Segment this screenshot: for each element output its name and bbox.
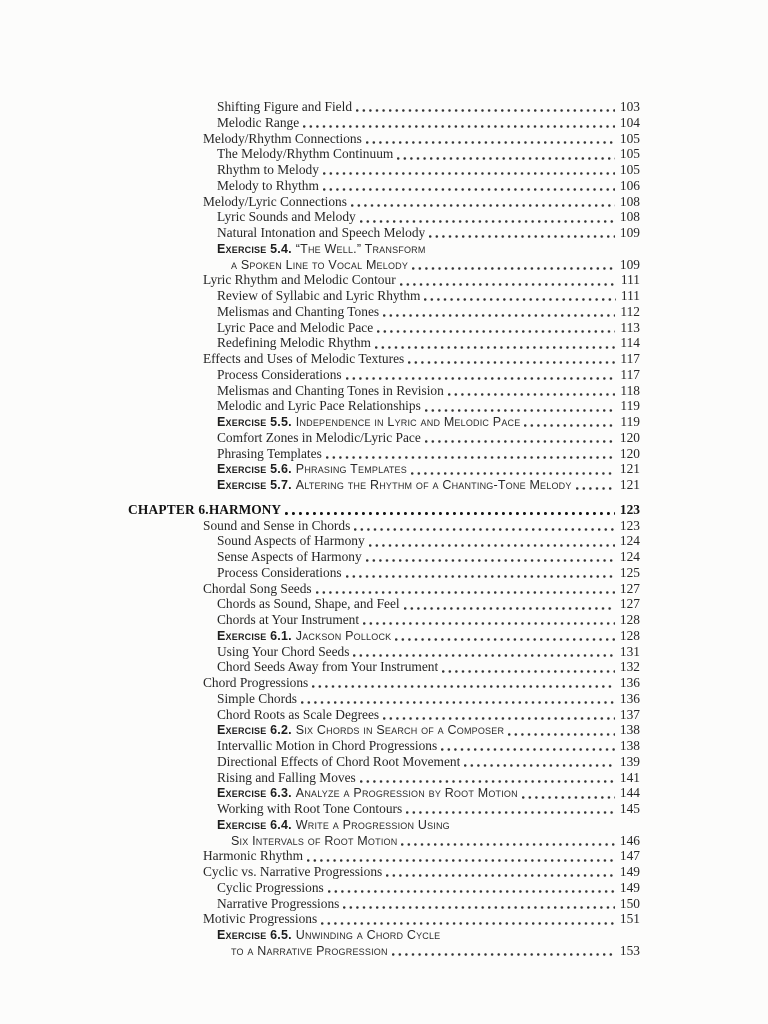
entry-title: Chord Progressions [203, 675, 309, 690]
page-number: 150 [619, 895, 640, 911]
entry-title: Comfort Zones in Melodic/Lyric Pace [217, 429, 421, 445]
entry-title: Lyric Rhythm and Melodic Contour [203, 272, 396, 288]
toc-row [128, 596, 640, 612]
toc-row [128, 770, 640, 786]
page-number: 128 [619, 612, 640, 627]
page-number: 149 [619, 879, 640, 895]
page-number: 144 [619, 785, 640, 801]
page-number: 138 [619, 738, 640, 753]
entry-title-wrap [128, 257, 408, 274]
entry-title: Motivic Progressions [203, 911, 318, 927]
entry-title-wrap [128, 241, 426, 258]
dot-leader [404, 607, 615, 610]
toc-row [128, 446, 640, 462]
dot-leader [375, 346, 615, 349]
page-number: 104 [619, 114, 640, 130]
exercise-title: Jackson Pollock [295, 628, 392, 643]
page-number: 141 [619, 769, 640, 785]
entry-title: Melodic and Lyric Pace Relationships [217, 398, 421, 414]
entry-title: Chordal Song Seeds [203, 580, 312, 596]
page-number: 119 [620, 414, 640, 429]
entry-title: Narrative Progressions [217, 895, 340, 911]
page-number: 114 [620, 335, 640, 351]
entry-title: Melismas and Chanting Tones [217, 303, 380, 319]
page-number: 123 [619, 501, 640, 517]
entry-title-wrap [209, 502, 281, 518]
page-number: 111 [620, 288, 640, 303]
toc-row [128, 115, 640, 131]
entry-title-wrap [128, 477, 572, 494]
entry-title-wrap [128, 612, 359, 628]
page-number: 103 [619, 99, 640, 114]
entry-title: Melodic Range [217, 114, 300, 130]
exercise-title: Phrasing Templates [295, 462, 407, 477]
dot-leader [408, 361, 615, 364]
toc-row [128, 178, 640, 194]
dot-leader [425, 440, 615, 443]
toc-row [128, 533, 640, 549]
toc-row [128, 288, 640, 304]
entry-title-wrap [128, 675, 308, 691]
entry-title-wrap [128, 770, 356, 786]
entry-title-wrap [128, 209, 356, 225]
toc-row [128, 430, 640, 446]
exercise-title: Independence in Lyric and Melodic Pace [295, 415, 521, 429]
page-number: 121 [619, 477, 640, 492]
entry-title: Chord Roots as Scale Degrees [217, 706, 380, 722]
entry-title-wrap [128, 707, 379, 723]
page-number: 136 [619, 675, 640, 690]
entry-title: Melody/Lyric Connections [203, 193, 347, 209]
toc-row [128, 383, 640, 399]
toc-row [128, 209, 640, 225]
dot-leader [386, 874, 615, 877]
entry-title-wrap [128, 833, 397, 850]
dot-leader [366, 141, 615, 144]
dot-leader [351, 204, 615, 207]
entry-title-wrap [128, 99, 352, 115]
entry-title-wrap [128, 272, 396, 288]
toc-row [128, 241, 640, 257]
entry-title: Melody to Rhythm [217, 177, 319, 193]
entry-title: Effects and Uses of Melodic Textures [203, 351, 405, 366]
dot-leader [412, 267, 615, 270]
entry-title-wrap [128, 581, 312, 597]
entry-title-wrap [128, 518, 350, 534]
dot-leader [360, 780, 615, 783]
entry-title-wrap [128, 146, 393, 162]
entry-title-wrap [128, 335, 371, 351]
page-number: 117 [620, 366, 640, 382]
dot-leader [522, 796, 615, 799]
toc-list [128, 99, 640, 959]
toc-row [128, 320, 640, 336]
dot-leader [383, 717, 615, 720]
dot-leader [400, 283, 616, 286]
toc-row [128, 335, 640, 351]
entry-title-wrap [128, 864, 382, 880]
entry-title: HARMONY [208, 501, 282, 517]
dot-leader [360, 220, 615, 223]
dot-leader [301, 701, 615, 704]
dot-leader [285, 512, 615, 515]
entry-title-wrap [128, 817, 450, 834]
page-number: 119 [620, 398, 640, 414]
entry-title-wrap [128, 896, 339, 912]
entry-title-wrap [128, 911, 317, 927]
toc-row [128, 896, 640, 912]
entry-title-wrap [128, 533, 365, 549]
page-number: 128 [619, 627, 640, 643]
entry-title: to a Narrative Progression [231, 943, 388, 958]
page-number: 120 [619, 429, 640, 445]
toc-row [128, 659, 640, 675]
page-number: 131 [619, 643, 640, 659]
entry-title-wrap [128, 288, 420, 304]
toc-row [128, 943, 640, 959]
dot-leader [448, 393, 616, 396]
exercise-title: Write a Progression Using [295, 817, 450, 832]
dot-leader [397, 157, 615, 160]
page-number: 105 [619, 130, 640, 146]
toc-row [128, 477, 640, 493]
exercise-number: Exercise 6.2. [217, 723, 292, 738]
exercise-number: Exercise 6.3. [217, 786, 292, 801]
toc-row [128, 131, 640, 147]
exercise-number: Exercise 6.4. [217, 817, 292, 832]
dot-leader [425, 409, 616, 412]
entry-title-wrap [128, 414, 520, 431]
entry-title: Intervallic Motion in Chord Progressions [217, 738, 438, 753]
toc-row [128, 722, 640, 738]
toc-chapter-row [128, 502, 640, 518]
page-number: 121 [619, 461, 640, 477]
toc-row [128, 304, 640, 320]
toc-row [128, 644, 640, 660]
page-number: 147 [619, 848, 640, 864]
dot-leader [328, 890, 615, 893]
toc-row [128, 398, 640, 414]
entry-title-wrap [128, 162, 319, 178]
entry-title-wrap [128, 880, 324, 896]
page-number: 127 [619, 580, 640, 596]
dot-leader [524, 424, 615, 427]
entry-title-wrap [128, 194, 347, 210]
toc-row [128, 738, 640, 754]
entry-title-wrap [128, 351, 404, 367]
exercise-number: Exercise 5.4. [217, 241, 292, 256]
page-number: 105 [619, 146, 640, 162]
entry-title: Melismas and Chanting Tones in Revision [217, 382, 444, 398]
toc-row [128, 911, 640, 927]
entry-title: Directional Effects of Chord Root Movement [217, 753, 461, 769]
entry-title-wrap [128, 115, 299, 131]
page-number: 109 [619, 256, 640, 272]
page-number: 109 [619, 225, 640, 240]
page-number: 108 [619, 209, 640, 225]
entry-title-wrap [128, 848, 303, 864]
entry-title: Simple Chords [217, 690, 297, 706]
entry-title-wrap [128, 225, 425, 241]
dot-leader [395, 638, 615, 641]
dot-leader [312, 685, 615, 688]
exercise-title: Altering the Rhythm of a Chanting-Tone Melody [295, 478, 572, 492]
page-number: 125 [619, 564, 640, 580]
toc-row [128, 880, 640, 896]
entry-title-wrap [128, 659, 438, 675]
page-number: 120 [619, 445, 640, 461]
entry-title: Chord Seeds Away from Your Instrument [217, 659, 439, 675]
dot-leader [363, 622, 615, 625]
entry-title-wrap [128, 565, 342, 581]
dot-leader [307, 859, 615, 862]
toc-row [128, 518, 640, 534]
toc-row [128, 612, 640, 628]
toc-row [128, 785, 640, 801]
entry-title: Lyric Sounds and Melody [217, 209, 356, 225]
toc-row [128, 754, 640, 770]
dot-leader [346, 377, 616, 380]
entry-title: The Melody/Rhythm Continuum [217, 146, 394, 162]
entry-title: Process Considerations [217, 564, 342, 580]
toc-row [128, 675, 640, 691]
entry-title-wrap [128, 320, 373, 336]
page-number: 132 [619, 659, 640, 675]
toc-row [128, 565, 640, 581]
toc-row [128, 628, 640, 644]
entry-title-wrap [128, 644, 349, 660]
entry-title: Rhythm to Melody [217, 162, 319, 177]
page-number: 153 [619, 942, 640, 958]
entry-title-wrap [128, 178, 319, 194]
exercise-title: Analyze a Progression by Root Motion [295, 786, 518, 801]
toc-row [128, 801, 640, 817]
page-number: 123 [619, 517, 640, 533]
entry-title: Six Intervals of Root Motion [231, 833, 398, 848]
dot-leader [366, 559, 615, 562]
toc-row [128, 691, 640, 707]
toc-row [128, 581, 640, 597]
entry-title: Process Considerations [217, 366, 342, 382]
toc-row [128, 146, 640, 162]
page-number: 146 [619, 832, 640, 848]
chapter-label: CHAPTER 6. [128, 501, 209, 517]
entry-title: Lyric Pace and Melodic Pace [217, 319, 374, 335]
entry-title-wrap [128, 628, 391, 645]
entry-title-wrap [128, 943, 388, 960]
toc-row [128, 549, 640, 565]
entry-title: a Spoken Line to Vocal Melody [231, 257, 409, 272]
page-number: 117 [620, 351, 640, 366]
entry-title: Review of Syllabic and Lyric Rhythm [217, 288, 421, 303]
entry-title-wrap [128, 430, 421, 446]
page-number: 136 [619, 690, 640, 706]
toc-row [128, 833, 640, 849]
entry-title-wrap [128, 446, 322, 462]
dot-leader [464, 764, 615, 767]
dot-leader [323, 188, 615, 191]
exercise-number: Exercise 5.5. [217, 415, 292, 429]
exercise-number: Exercise 6.1. [217, 628, 292, 643]
page-number: 112 [620, 303, 640, 319]
entry-title: Phrasing Templates [217, 445, 322, 461]
entry-title: Chords as Sound, Shape, and Feel [217, 596, 400, 612]
dot-leader [343, 906, 615, 909]
entry-title-wrap [128, 722, 504, 739]
toc-row [128, 194, 640, 210]
entry-title: Harmonic Rhythm [203, 848, 304, 864]
entry-title-wrap [128, 131, 362, 147]
page-number: 145 [619, 801, 640, 816]
dot-leader [401, 843, 614, 846]
page-number: 108 [619, 193, 640, 209]
page-number: 111 [620, 272, 640, 288]
entry-title: Sound Aspects of Harmony [217, 533, 365, 549]
dot-leader [392, 953, 615, 956]
page-number: 139 [619, 753, 640, 769]
entry-title: Melody/Rhythm Connections [203, 130, 362, 146]
dot-leader [576, 487, 615, 490]
exercise-title: “The Well.” Transform [295, 241, 426, 256]
dot-leader [354, 528, 615, 531]
page-number: 118 [620, 382, 640, 398]
dot-leader [429, 235, 615, 238]
dot-leader [369, 544, 615, 547]
dot-leader [303, 125, 615, 128]
toc-row [128, 225, 640, 241]
dot-leader [383, 314, 615, 317]
dot-leader [326, 456, 615, 459]
entry-title-wrap [128, 367, 342, 383]
entry-title: Redefining Melodic Rhythm [217, 335, 371, 351]
toc-row [128, 99, 640, 115]
toc-row [128, 817, 640, 833]
entry-title: Cyclic Progressions [217, 879, 324, 895]
toc-row [128, 927, 640, 943]
entry-title-wrap [128, 738, 437, 754]
page-number: 106 [619, 177, 640, 193]
page-number: 138 [619, 722, 640, 738]
entry-title-wrap [128, 927, 440, 944]
entry-title: Chords at Your Instrument [217, 612, 360, 627]
entry-title-wrap [128, 304, 379, 320]
page-number: 149 [619, 864, 640, 879]
entry-title: Rising and Falling Moves [217, 769, 356, 785]
entry-title-wrap [128, 691, 297, 707]
exercise-number: Exercise 5.6. [217, 462, 292, 477]
toc-row [128, 461, 640, 477]
exercise-title: Six Chords in Search of a Composer [295, 723, 505, 738]
dot-leader [321, 922, 615, 925]
dot-leader [411, 472, 615, 475]
dot-leader [353, 654, 614, 657]
page-number: 113 [620, 319, 640, 335]
page-number: 151 [619, 911, 640, 927]
entry-title: Sense Aspects of Harmony [217, 549, 362, 564]
entry-title-wrap [128, 383, 444, 399]
dot-leader [356, 109, 615, 112]
exercise-title: Unwinding a Chord Cycle [295, 928, 441, 942]
entry-title-wrap [128, 596, 400, 612]
toc-row [128, 367, 640, 383]
entry-title: Natural Intonation and Speech Melody [217, 225, 426, 240]
dot-leader [406, 811, 615, 814]
dot-leader [441, 748, 615, 751]
entry-title-wrap [128, 549, 362, 565]
toc-row [128, 414, 640, 430]
page-number: 127 [619, 596, 640, 612]
entry-title-wrap [128, 398, 421, 414]
toc-row [128, 864, 640, 880]
dot-leader [508, 733, 615, 736]
entry-title-wrap [128, 801, 402, 817]
entry-title: Cyclic vs. Narrative Progressions [203, 864, 383, 879]
dot-leader [316, 591, 615, 594]
toc-row [128, 351, 640, 367]
exercise-number: Exercise 6.5. [217, 928, 292, 942]
toc-row [128, 848, 640, 864]
toc-row [128, 257, 640, 273]
dot-leader [424, 298, 615, 301]
entry-title: Working with Root Tone Contours [217, 801, 403, 816]
entry-title: Sound and Sense in Chords [203, 517, 351, 533]
page-number: 137 [619, 706, 640, 722]
dot-leader [323, 172, 615, 175]
toc-row [128, 707, 640, 723]
page-number: 105 [619, 162, 640, 177]
exercise-number: Exercise 5.7. [217, 478, 292, 492]
entry-title: Using Your Chord Seeds [217, 643, 350, 659]
entry-title-wrap [128, 461, 407, 478]
dot-leader [346, 575, 615, 578]
toc-row [128, 162, 640, 178]
page-number: 124 [619, 533, 640, 549]
dot-leader [442, 670, 615, 673]
entry-title-wrap [128, 785, 518, 802]
toc-row [128, 272, 640, 288]
page-number: 124 [619, 549, 640, 564]
dot-leader [377, 330, 615, 333]
entry-title: Shifting Figure and Field [217, 99, 353, 114]
entry-title-wrap [128, 754, 460, 770]
